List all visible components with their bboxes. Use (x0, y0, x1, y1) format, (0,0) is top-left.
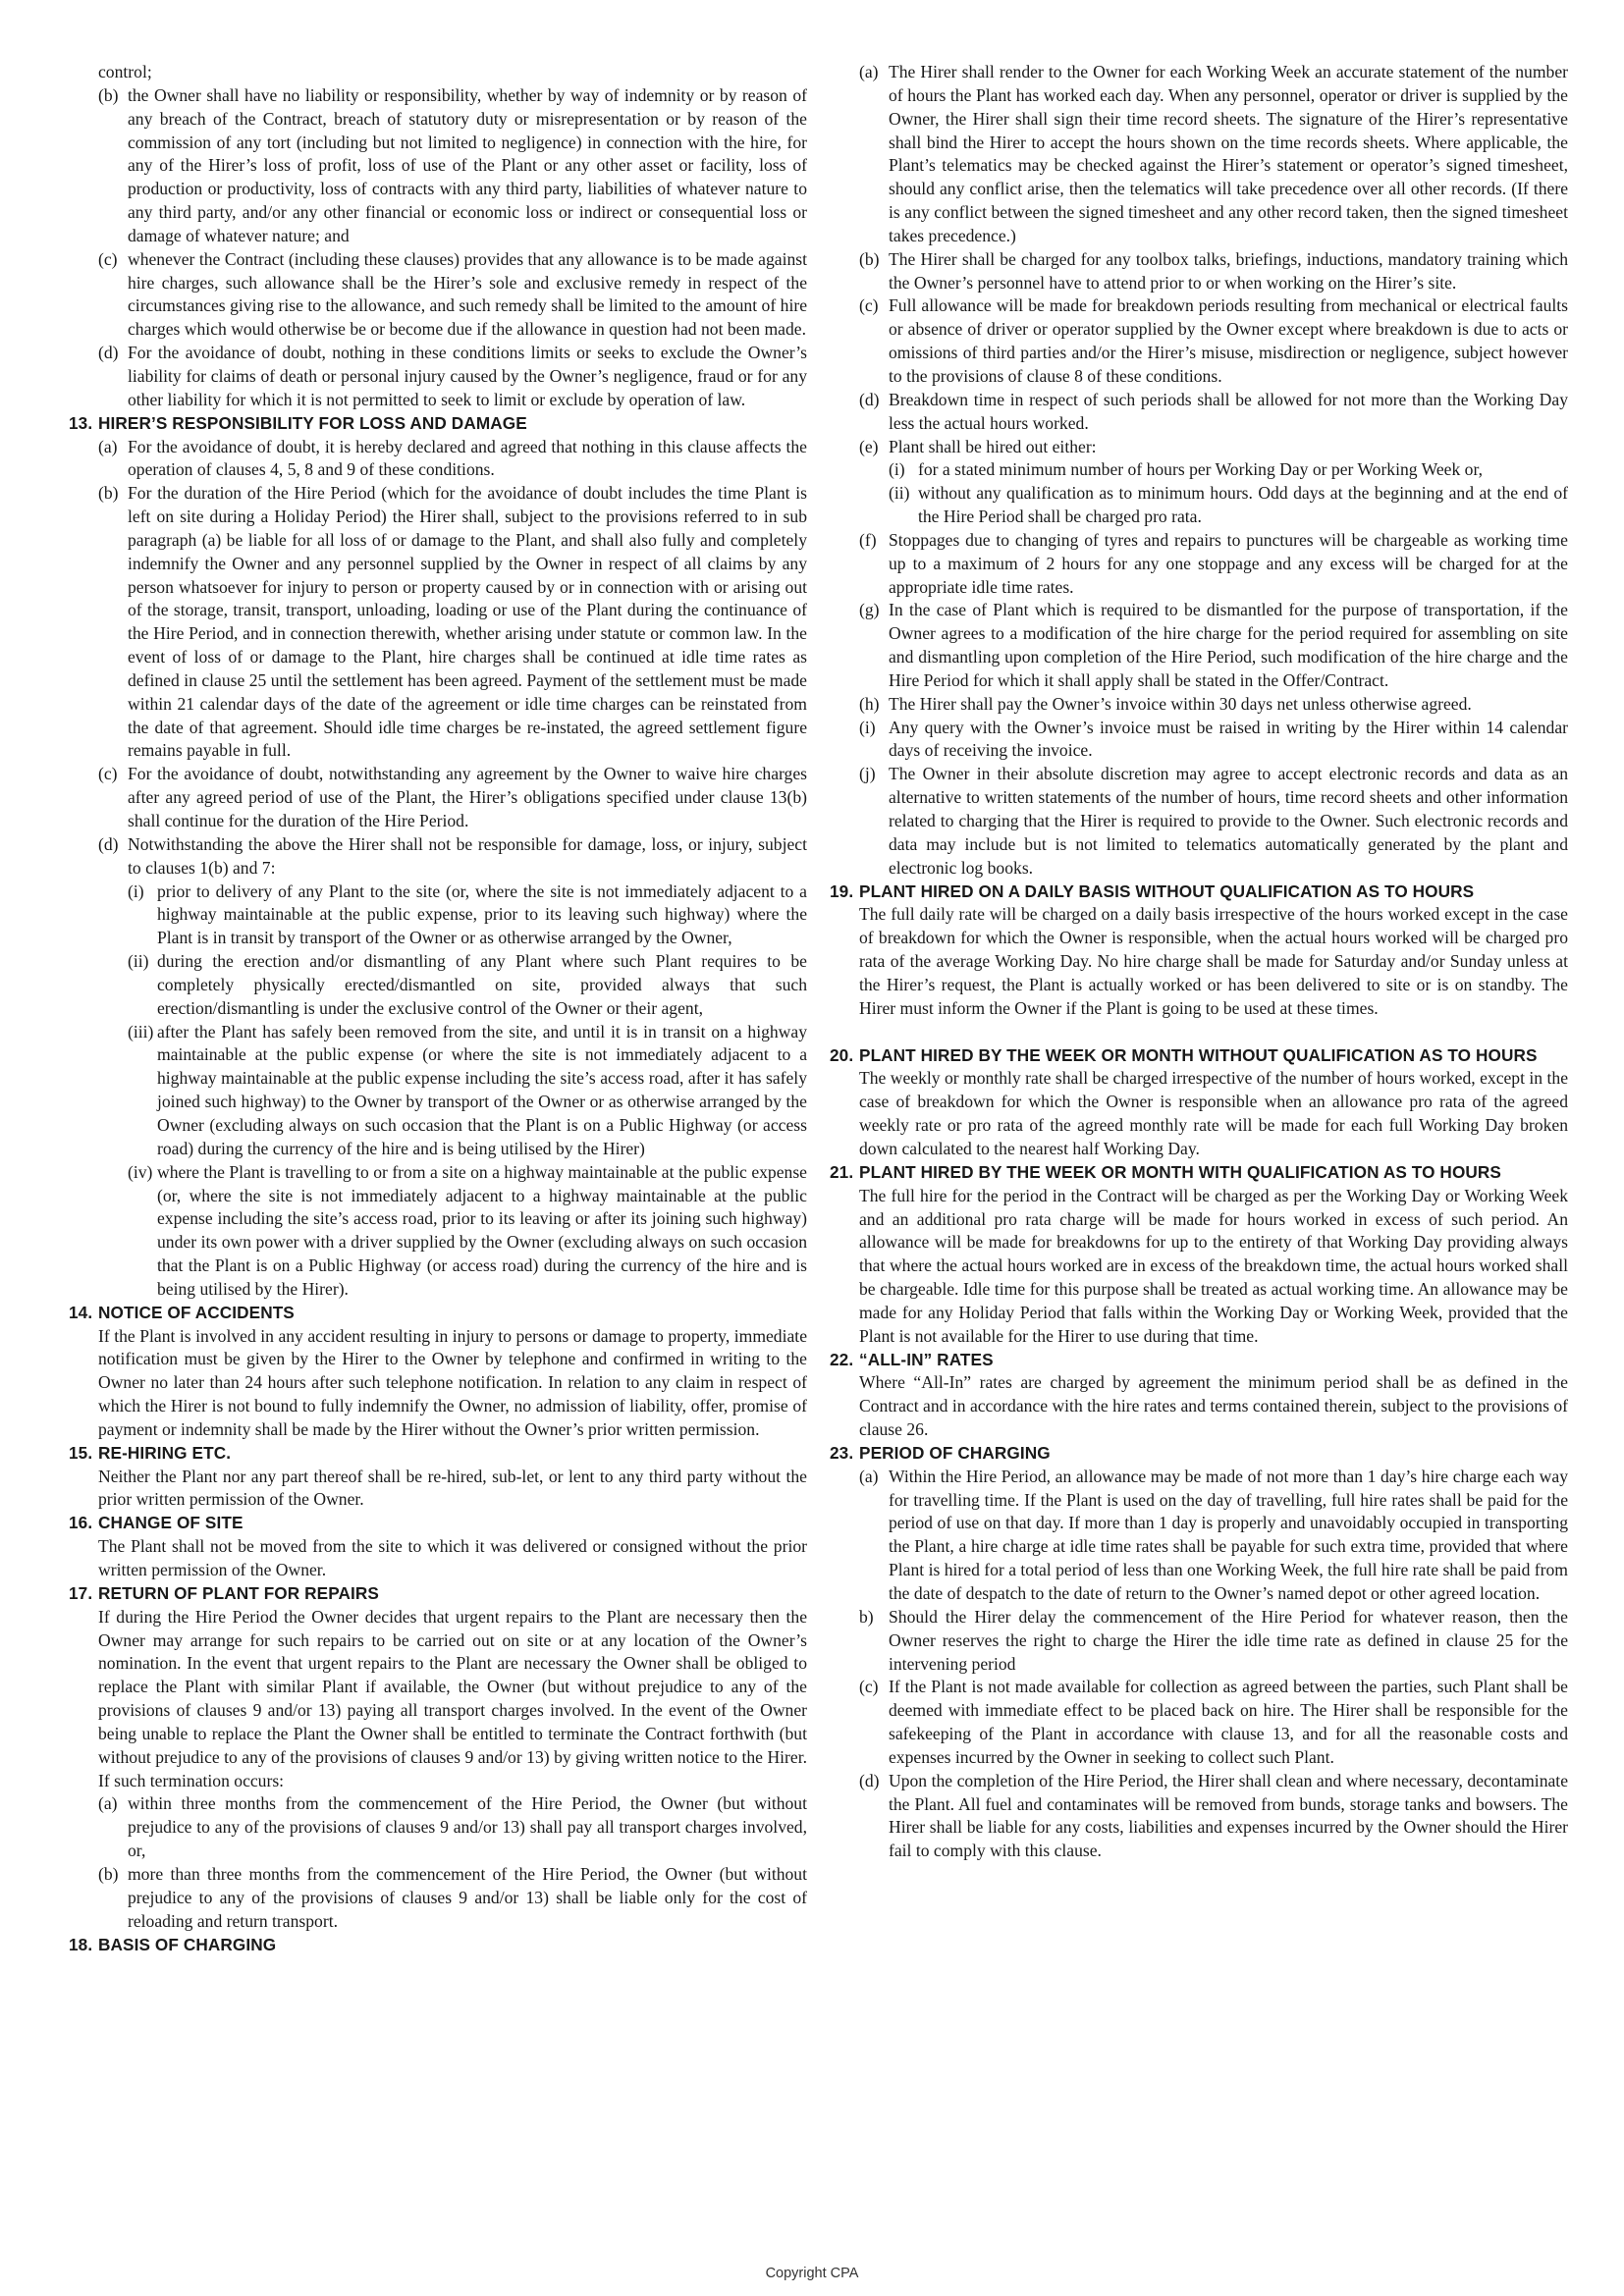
left-column (69, 61, 807, 1956)
list-item (69, 1863, 807, 1934)
item-label: (ii) (128, 951, 149, 972)
paragraph: If during the Hire Period the Owner decides that urgent repairs to the Plant are necessary then the Owner may arrange for such repairs to be carried out on site or at any location of the Owner’s nomination. In the event that urgent repairs to the Plant are necessary the Owner shall be obliged to replace the Plant with similar Plant if available, the Owner (but without prejudice to any of the provisions of clauses 9 and/or 13) paying all transport charges involved. In the event of the Owner being unable to replace the Plant the Owner shall be entitled to terminate the Contract forthwith (but without prejudice to any of the provisions of clauses 9 and/or 13) by giving written notice to the Hirer. If such termination occurs: (98, 1606, 807, 1790)
sub-list-item (69, 1161, 807, 1302)
item-label: (d) (98, 343, 119, 363)
item-label: (d) (98, 833, 119, 854)
sub-list-item (69, 881, 807, 951)
item-label: (i) (889, 459, 905, 480)
item-text: The Hirer shall render to the Owner for each Working Week an accurate statement of the number of hours the Plant has worked each day. When any personnel, operator or driver is supplied by the Owner, the Hirer shall sign their time record sheets. The signature of the Hirer’s representative shall bind the Hirer to accept the hours shown on the time records sheets. Where applicable, the Plant’s telematics may be checked against the Hirer’s statement or operator’s signed timesheet, should any conflict arise, then the telematics will take precedence over all other records. (If there is any conflict between the signed timesheet and any other record taken, then the signed timesheet takes precedence.) (889, 62, 1568, 245)
clause-title: PLANT HIRED BY THE WEEK OR MONTH WITH QUALIFICATION AS TO HOURS (859, 1161, 1502, 1182)
item-text: The Hirer shall be charged for any toolbox talks, briefings, inductions, mandatory training which the Owner’s personnel have to attend prior to or when working on the Hirer’s site. (889, 248, 1568, 293)
clause-title: “ALL-IN” RATES (859, 1349, 994, 1369)
clause-heading (69, 1934, 807, 1957)
list-item (830, 1676, 1568, 1769)
paragraph: If the Plant is involved in any accident resulting in injury to persons or damage to property, immediate notification must be given by the Hirer to the Owner by telephone and confirmed in writing to the Owner no later than 24 hours after such telephone notification. In relation to any claim in respect of which the Hirer is not bound to fully indemnify the Owner, no admission of liability, offer, promise of payment or indemnity shall be made by the Hirer without the Owner’s prior written permission. (98, 1325, 807, 1439)
item-text: Within the Hire Period, an allowance may be made of not more than 1 day’s hire charge each way for travelling time. If the Plant is used on the day of travelling, full hire rates shall be paid for the period of use on that day. If more than 1 day is properly and unavoidably occupied in transporting the Plant, a hire charge at idle time rates shall be payable for such extra time, provided that where Plant is hired for a total period of less than one Working Week, the full hire rate shall be paid from the date of despatch to the date of return to the Owner’s named depot or other agreed location. (889, 1466, 1568, 1603)
clause-title: PLANT HIRED ON A DAILY BASIS WITHOUT QUALIFICATION AS TO HOURS (859, 881, 1475, 901)
list-item (69, 1792, 807, 1863)
item-text: without any qualification as to minimum hours. Odd days at the beginning and at the end of the Hire Period shall be charged pro rata. (918, 483, 1568, 527)
item-label: (a) (859, 1466, 879, 1486)
clause-number: 13. (69, 412, 93, 433)
item-text: Plant shall be hired out either: (889, 436, 1097, 456)
item-label: (b) (98, 1863, 119, 1884)
list-item (830, 436, 1568, 459)
clause-number: 14. (69, 1302, 93, 1322)
item-label: (d) (859, 1770, 880, 1790)
list-item (69, 342, 807, 412)
item-text: whenever the Contract (including these clauses) provides that any allowance is to be made against hire charges, such allowance shall be the Hirer’s sole and exclusive remedy in respect of the circumstances giving rise to the allowance, and such remedy shall be limited to the amount of hire charges which would otherwise be or become due if the allowance in question had not been made. (128, 248, 807, 340)
item-label: (iii) (128, 1021, 154, 1041)
item-label: (ii) (889, 483, 910, 504)
sub-list-item (830, 458, 1568, 482)
item-text: Should the Hirer delay the commencement of the Hire Period for whatever reason, then the Owner reserves the right to charge the Hirer the idle time rate as defined in clause 25 for the intervening period (889, 1606, 1568, 1674)
clause-heading (830, 881, 1568, 904)
item-label: (i) (128, 881, 144, 901)
item-label: (b) (98, 483, 119, 504)
clause-number: 23. (830, 1442, 854, 1463)
list-item (69, 436, 807, 483)
item-text: Any query with the Owner’s invoice must be raised in writing by the Hirer within 14 calendar days of receiving the invoice. (889, 717, 1568, 761)
clause-number: 15. (69, 1442, 93, 1463)
item-label: (j) (859, 764, 876, 784)
item-label: (c) (859, 295, 879, 316)
clause-title: PLANT HIRED BY THE WEEK OR MONTH WITHOUT QUALIFICATION AS TO HOURS (859, 1044, 1538, 1065)
clause-heading (69, 1582, 807, 1606)
list-item (69, 763, 807, 833)
item-label: (a) (859, 62, 879, 81)
item-text: In the case of Plant which is required to be dismantled for the purpose of transportation, if the Owner agrees to a modification of the hire charge for the period required for assembling on site and dismantling upon completion of the Hire Period, such modification of the hire charge and the Hire Period for which it shall apply shall be stated in the Offer/Contract. (889, 600, 1568, 690)
list-item (69, 482, 807, 763)
item-text: The Hirer shall pay the Owner’s invoice within 30 days net unless otherwise agreed. (889, 693, 1472, 714)
item-text: after the Plant has safely been removed from the site, and until it is in transit on a highway maintainable at the public expense (or where the site is not immediately adjacent to a highway maintainable at the public expense including the site’s access road, after it has safely joined such highway) to the Owner by transport of the Owner or as otherwise arranged by the Owner (excluding always on such occasion that the Plant is on a Public Highway (or access road) during the currency of the hire and is being utilised by the Hirer) (157, 1021, 807, 1158)
item-label: (d) (859, 389, 880, 409)
clause-title: HIRER’S RESPONSIBILITY FOR LOSS AND DAMAGE (98, 412, 527, 433)
item-text: For the avoidance of doubt, notwithstanding any agreement by the Owner to waive hire charges after any agreed period of use of the Plant, the Hirer’s obligations specified under clause 13(b) shall continue for the duration of the Hire Period. (128, 764, 807, 830)
paragraph: The full daily rate will be charged on a daily basis irrespective of the hours worked except in the case of breakdown for which the Owner is responsible, when the actual hours worked will be charged pro rata of the average Working Day. No hire charge shall be made for Saturday and/or Sunday unless at the Hirer’s request, the Plant is actually worked or has been delivered to site or is on standby. The Hirer must inform the Owner if the Plant is going to be used at these times. (859, 904, 1568, 1018)
copyright-footer: Copyright CPA (765, 2266, 859, 2281)
list-item (830, 693, 1568, 717)
list-item (69, 248, 807, 342)
clause-heading (830, 1442, 1568, 1466)
list-item (69, 833, 807, 881)
item-text: where the Plant is travelling to or from a site on a highway maintainable at the public expense (or, where the site is not immediately adjacent to a highway maintainable at the public expense including the site’s access road, prior to its leaving or after its joining such highway) under its own power with a driver supplied by the Owner (excluding always on such occasion that the Plant is on a Public Highway (or access road) during the currency of the hire and is being utilised by the Hirer). (157, 1161, 807, 1299)
right-column (830, 61, 1568, 1863)
clause-title: RETURN OF PLANT FOR REPAIRS (98, 1582, 379, 1603)
list-item (830, 61, 1568, 248)
list-item (830, 389, 1568, 436)
list-item (830, 529, 1568, 600)
list-item (830, 248, 1568, 295)
item-label: b) (859, 1606, 874, 1627)
list-item (830, 1466, 1568, 1606)
sub-list-item (69, 1021, 807, 1161)
continued-text: control; (98, 62, 152, 81)
item-text: For the avoidance of doubt, nothing in these conditions limits or seeks to exclude the Owner’s liability for claims of death or personal injury caused by the Owner’s negligence, fraud or for any other liability for which it is not permitted to seek to limit or exclude by operation of law. (128, 343, 807, 409)
paragraph: The Plant shall not be moved from the site to which it was delivered or consigned without the prior written permission of the Owner. (98, 1536, 807, 1579)
clause-heading (69, 1302, 807, 1325)
list-item (830, 717, 1568, 764)
list-item (830, 599, 1568, 692)
item-label: (g) (859, 600, 880, 620)
list-item (69, 84, 807, 248)
item-label: (f) (859, 529, 877, 550)
clause-heading (830, 1044, 1568, 1068)
item-label: (iv) (128, 1161, 153, 1182)
item-text: during the erection and/or dismantling of any Plant where such Plant requires to be completely physically erected/dismantled on site, provided always that such erection/dismantling is under the exclusive control of the Owner or their agent, (157, 951, 807, 1018)
item-label: (b) (98, 84, 119, 105)
item-label: (h) (859, 693, 880, 714)
item-text: for a stated minimum number of hours per Working Day or per Working Week or, (918, 459, 1484, 480)
clause-title: NOTICE OF ACCIDENTS (98, 1302, 295, 1322)
clause-number: 20. (830, 1044, 854, 1065)
item-text: Full allowance will be made for breakdown periods resulting from mechanical or electrical faults or absence of driver or operator supplied by the Owner except where breakdown is due to acts or omissions of third parties and/or the Hirer’s misuse, misdirection or negligence, subject however to the provisions of clause 8 of these conditions. (889, 295, 1568, 386)
item-label: (a) (98, 1793, 118, 1814)
item-text: Breakdown time in respect of such periods shall be allowed for not more than the Working Day less the actual hours worked. (889, 389, 1568, 433)
sub-list-item (69, 950, 807, 1021)
clause-heading (830, 1349, 1568, 1372)
item-text: prior to delivery of any Plant to the site (or, where the site is not immediately adjacent to a highway maintainable at the public expense, prior to its leaving such highway) where the Plant is in transit by transport of the Owner or as otherwise arranged by the Owner, (157, 881, 807, 948)
item-label: (e) (859, 436, 879, 456)
paragraph: The full hire for the period in the Contract will be charged as per the Working Day or Working Week and an additional pro rata charge will be made for hours worked in excess of such period. An allowance will be made for breakdowns for up to the entirety of that Working Day providing always that where the actual hours worked are in excess of the breakdown time, the actual hours worked shall be chargeable. Idle time for this purpose shall be treated as actual working time. An allowance may be made for any Holiday Period that falls within the Working Day or Working Week, provided that the Plant is not available for the Hirer to use during that time. (859, 1185, 1568, 1346)
list-item (830, 1606, 1568, 1677)
item-text: the Owner shall have no liability or responsibility, whether by way of indemnity or by reason of any breach of the Contract, breach of statutory duty or misrepresentation or by reason of the commission of any tort (including but not limited to negligence) in connection with the hire, for any of the Hirer’s loss of profit, loss of use of the Plant or any other asset or facility, loss of production or productivity, loss of contracts with any third party, liabilities of whatever nature to any third party, and/or any other financial or economic loss or indirect or consequential loss or damage of whatever nature; and (128, 84, 807, 245)
list-item (830, 1770, 1568, 1863)
paragraph: Neither the Plant nor any part thereof shall be re-hired, sub-let, or lent to any third party without the prior written permission of the Owner. (98, 1466, 807, 1510)
item-text: Notwithstanding the above the Hirer shall not be responsible for damage, loss, or injury, subject to clauses 1(b) and 7: (128, 833, 807, 878)
item-label: (c) (859, 1677, 879, 1697)
item-text: Stoppages due to changing of tyres and repairs to punctures will be chargeable as working time up to a maximum of 2 hours for any one stoppage and any excess will be charged for at the appropriate idle time rates. (889, 529, 1568, 597)
item-label: (a) (98, 436, 118, 456)
paragraph: The weekly or monthly rate shall be charged irrespective of the number of hours worked, except in the case of breakdown for which the Owner is responsible when an allowance pro rata of the agreed weekly rate or pro rata of the agreed monthly rate will be made for each full Working Day broken down calculated to the nearest half Working Day. (859, 1068, 1568, 1158)
item-text: If the Plant is not made available for collection as agreed between the parties, such Plant shall be deemed with immediate effect to be placed back on hire. The Hirer shall be responsible for the safekeeping of the Plant in accordance with clause 13, and for all the reasonable costs and expenses incurred by the Owner in seeking to collect such Plant. (889, 1677, 1568, 1767)
item-text: For the avoidance of doubt, it is hereby declared and agreed that nothing in this clause affects the operation of clauses 4, 5, 8 and 9 of these conditions. (128, 436, 807, 480)
clause-heading (69, 1512, 807, 1535)
clause-number: 21. (830, 1161, 854, 1182)
clause-title: RE-HIRING ETC. (98, 1442, 232, 1463)
clause-number: 18. (69, 1934, 93, 1954)
clause-title: PERIOD OF CHARGING (859, 1442, 1051, 1463)
item-text: within three months from the commencement of the Hire Period, the Owner (but without prejudice to any of the provisions of clauses 9 and/or 13) shall pay all transport charges involved, or, (128, 1793, 807, 1861)
clause-title: CHANGE OF SITE (98, 1513, 244, 1533)
paragraph: Where “All-In” rates are charged by agreement the minimum period shall be as defined in the Contract and in accordance with the hire rates and terms contained therein, subject to the provisions of clause 26. (859, 1372, 1568, 1440)
item-label: (b) (859, 248, 880, 269)
item-text: more than three months from the commencement of the Hire Period, the Owner (but without prejudice to any of the provisions of clauses 9 and/or 13) shall be liable only for the cost of reloading and return transport. (128, 1863, 807, 1931)
sub-list-item (830, 482, 1568, 529)
item-text: The Owner in their absolute discretion may agree to accept electronic records and data as an alternative to written statements of the number of hours, time record sheets and other information related to charging that the Hirer is required to provide to the Owner. Such electronic records and data may include but is not limited to telematics automatically generated by the plant and electronic log books. (889, 764, 1568, 878)
clause-heading (69, 412, 807, 436)
clause-number: 16. (69, 1513, 93, 1533)
list-item (830, 294, 1568, 388)
clause-number: 17. (69, 1582, 93, 1603)
list-item (830, 763, 1568, 880)
spacer (830, 1021, 1568, 1044)
item-text: For the duration of the Hire Period (which for the avoidance of doubt includes the time Plant is left on site during a Holiday Period) the Hirer shall, subject to the provisions referred to in sub paragraph (a) be liable for all loss of or damage to the Plant, and shall also fully and completely indemnify the Owner and any personnel supplied by the Owner in respect of all claims by any person whatsoever for injury to person or property caused by or in connection with or arising out of the storage, transit, transport, unloading, loading or use of the Plant during the continuance of the Hire Period, and in connection therewith, whether arising under statute or common law. In the event of loss of or damage to the Plant, hire charges shall be continued at idle time rates as defined in clause 25 until the settlement has been agreed. Payment of the settlement must be made within 21 calendar days of the date of the agreement or idle time charges can be reinstated from the date of that agreement. Should idle time charges be re-instated, the agreed settlement figure remains payable in full. (128, 483, 807, 761)
item-label: (c) (98, 764, 118, 784)
item-label: (i) (859, 717, 876, 737)
clause-number: 19. (830, 881, 854, 901)
clause-number: 22. (830, 1349, 854, 1369)
clause-heading (69, 1442, 807, 1466)
clause-title: BASIS OF CHARGING (98, 1934, 277, 1954)
item-label: (c) (98, 248, 118, 269)
clause-heading (830, 1161, 1568, 1185)
item-text: Upon the completion of the Hire Period, the Hirer shall clean and where necessary, decontaminate the Plant. All fuel and contaminates will be removed from bunds, storage tanks and bowsers. The Hirer shall be liable for any costs, liabilities and expenses incurred by the Owner should the Hirer fail to comply with this clause. (889, 1770, 1568, 1861)
